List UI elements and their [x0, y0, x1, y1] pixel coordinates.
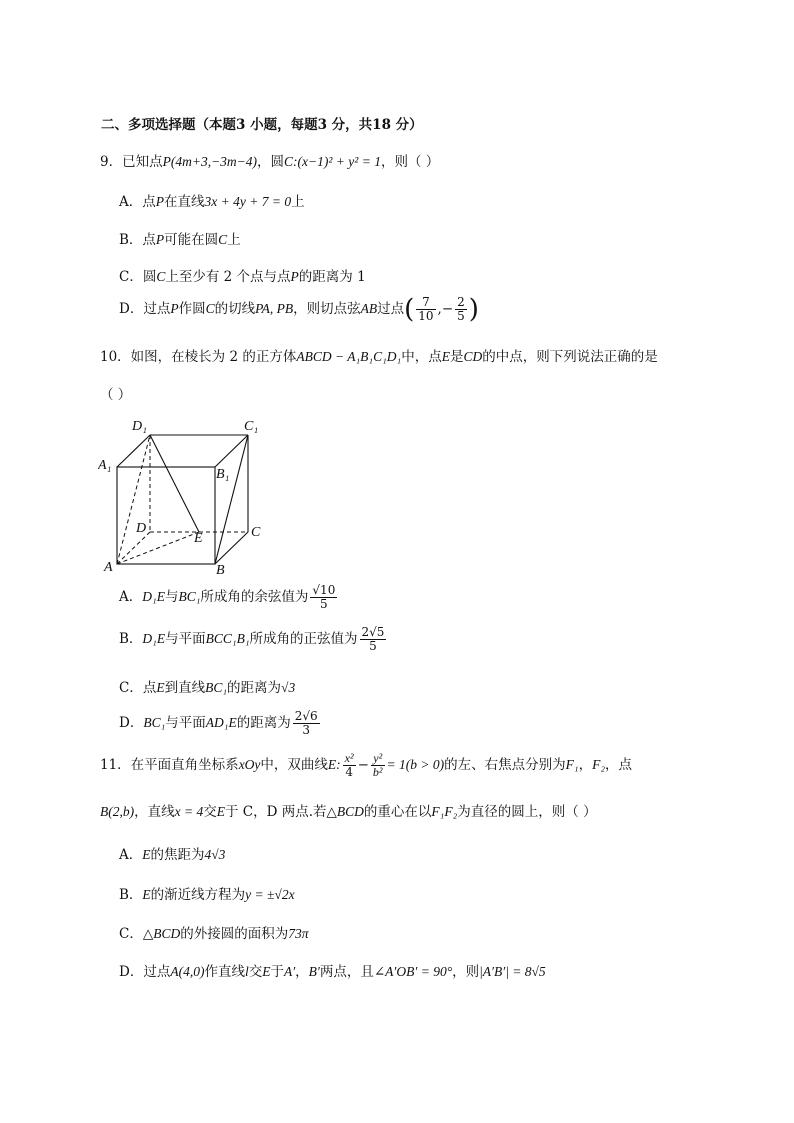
q9-stem-mid: ，圆: [257, 154, 285, 170]
q10-a-frac: [310, 584, 337, 611]
q11-frac2-num: y²: [371, 752, 385, 766]
q9-option-d: [119, 296, 479, 323]
q10-stem-post: 的中点，则下列说法正确的是: [482, 349, 658, 365]
q11-option-b: [119, 883, 295, 903]
q11-d-e2: 两点，且: [319, 964, 374, 980]
label-a1: A₁: [98, 458, 112, 473]
q10-b-den: 5: [369, 639, 377, 653]
q11-d-ap: A′: [283, 964, 296, 979]
cube-figure: [98, 414, 268, 579]
q11-a-label: A．: [119, 847, 143, 863]
q10-option-d: [119, 710, 322, 737]
q10-a-num: √10: [312, 583, 336, 597]
q10-b-post: 所成角的正弦值为: [249, 631, 358, 647]
edge-bc1: [215, 435, 248, 564]
q10-c-post: 的距离为: [227, 680, 282, 696]
q11-d-f: ，则: [452, 964, 480, 980]
q9-stem-pre: 9．已知点: [100, 154, 163, 170]
q9-c-p: P: [290, 269, 299, 284]
edge-c1b1: [215, 435, 248, 467]
q11-b-val: y = ±√2x: [245, 887, 295, 902]
q9-d-mid4: 过点: [377, 301, 405, 317]
q11-stem-mid: 中，双曲线: [260, 757, 328, 773]
edge-ae: [117, 532, 199, 564]
q10-e: E: [441, 349, 450, 364]
q9-d-p: P: [170, 301, 179, 316]
q10-a-seg1: D₁E: [142, 589, 165, 604]
q11-frac1-den: 4: [345, 765, 353, 779]
q11-c-tri: △BCD: [142, 926, 181, 941]
q11-b-label: B．: [119, 887, 143, 903]
q9-b-mid: 可能在圆: [164, 232, 219, 248]
q11-a-post: 的焦距为: [150, 847, 205, 863]
q9-point: P(4m+3,−3m−4): [162, 154, 258, 169]
q10-a-den: 5: [320, 597, 328, 611]
q9-option-c: [119, 265, 366, 285]
q11-d-val: |A′B′| = 8√5: [479, 964, 546, 979]
q9-d-frac2-num: 2: [457, 295, 465, 309]
q11-eq-tail: = 1(b > 0): [386, 757, 445, 772]
left-paren: (: [404, 294, 415, 325]
q9-b-p: P: [155, 232, 165, 247]
q11-line2-x: x = 4: [174, 804, 204, 819]
q9-a-mid: 在直线: [164, 194, 205, 210]
q11-line2-tri: △BCD: [326, 804, 364, 819]
q10-stem: [100, 345, 658, 365]
q10-c-line: BC₁: [205, 680, 228, 695]
q10-stem-paren: （ ）: [100, 387, 132, 403]
q11-point-b: B(2,b): [100, 804, 135, 819]
q9-d-frac2: [455, 296, 467, 323]
q11-f1: F₁: [565, 757, 579, 772]
q11-d-angle: ∠A′OB′ = 90°: [373, 964, 453, 979]
q11-line2-e: E: [216, 804, 225, 819]
q11-stem-line2: [100, 800, 597, 820]
q10-option-b: [119, 626, 388, 653]
q10-d-post: 的距离为: [236, 715, 291, 731]
q9-c-post: 的距离为 1: [298, 269, 366, 285]
q9-d-frac1-num: 7: [416, 296, 435, 310]
q11-stem-mid2: 的左、右焦点分别为: [444, 757, 566, 773]
q11-option-d: [119, 960, 546, 980]
q9-d-mid3: ，则切点弦: [293, 301, 361, 317]
q11-line2-d: 的重心在以: [363, 804, 432, 820]
q11-frac1: [343, 752, 356, 779]
q10-b-seg: D₁E: [142, 631, 166, 646]
q11-d-e: E: [262, 964, 271, 979]
q9-c-mid: 上至少有 2 个点与点: [165, 269, 291, 285]
q9-d-ab: AB: [360, 301, 378, 316]
edge-cb: [215, 532, 248, 564]
q10-d-seg: BC₁: [143, 715, 166, 730]
q9-circle: C:(x−1)² + y² = 1: [284, 154, 381, 169]
label-b1: B₁: [216, 467, 230, 482]
q10-c-val: √3: [281, 680, 296, 695]
q9-option-b: [119, 228, 241, 248]
q10-option-a: [119, 584, 339, 611]
q9-d-frac1-den: 10: [418, 309, 434, 323]
q11-d-point: A(4,0): [170, 964, 205, 979]
q9-b-post: 上: [227, 232, 241, 248]
q10-d-num: 2√6: [294, 709, 318, 723]
label-c1: C₁: [244, 419, 259, 434]
q11-line2-b: 交: [203, 804, 217, 820]
q10-c-label: C．点: [119, 680, 157, 696]
q11-stem-post: ，点: [605, 757, 633, 773]
q10-d-mid: 与平面: [165, 715, 206, 731]
q11-a-e: E: [142, 847, 151, 862]
q10-b-num: 2√5: [361, 625, 385, 639]
q11-frac1-num: x²: [344, 751, 354, 765]
q11-d-b: 交: [248, 964, 263, 980]
q9-d-mid2: 的切线: [214, 301, 256, 317]
q11-line2-f: F₁F₂: [431, 804, 458, 819]
q11-e-def: E:: [327, 757, 341, 772]
q10-b-label: B．: [119, 631, 143, 647]
q9-c-c: C: [156, 269, 166, 284]
q11-d-d: ，: [295, 964, 309, 980]
q11-c-label: C．: [119, 926, 143, 942]
q9-b-label: B．点: [119, 232, 156, 248]
q11-comma: ，: [578, 757, 593, 773]
q11-f2: F₂: [592, 757, 606, 772]
label-c: C: [251, 525, 261, 540]
q9-d-frac1: [416, 296, 435, 323]
q10-b-frac: [360, 626, 387, 653]
q10-a-label: A．: [119, 589, 143, 605]
q9-a-p: P: [155, 194, 164, 209]
q11-a-val: 4√3: [204, 847, 226, 862]
q10-d-frac: [293, 710, 320, 737]
q11-stem-pre: 11．在平面直角坐标系: [100, 757, 239, 773]
q11-d-label: D．过点: [119, 964, 171, 980]
q9-d-frac2-den: 5: [457, 309, 465, 323]
q9-a-line: 3x + 4y + 7 = 0: [204, 194, 292, 209]
q9-d-tangents: PA, PB: [255, 301, 294, 316]
q11-stem-line1: [100, 752, 632, 779]
q10-stem-mid2: 是: [450, 349, 464, 365]
q10-a-mid: 与: [164, 589, 179, 605]
q10-b-plane: BCC₁B₁: [205, 631, 250, 646]
q11-b-post: 的渐近线方程为: [150, 887, 246, 903]
right-paren: ): [468, 294, 479, 325]
q9-option-a: [119, 190, 305, 210]
q10-d-plane: AD₁E: [205, 715, 237, 730]
label-a: A: [104, 560, 113, 575]
front-face: [117, 467, 215, 564]
q11-d-bp: B′: [308, 964, 320, 979]
edge-da: [117, 532, 150, 564]
q11-line2-e2: 为直径的圆上，则（ ）: [457, 804, 597, 820]
q11-option-c: [119, 922, 309, 942]
q11-d-l: l: [244, 964, 249, 979]
q11-xoy: xOy: [238, 757, 261, 772]
q11-c-post: 的外接圆的面积为: [180, 926, 289, 942]
q11-line2-a: ，直线: [134, 804, 175, 820]
q10-d-label: D．: [119, 715, 144, 731]
q10-d-den: 3: [302, 723, 310, 737]
q11-minus: −: [357, 757, 369, 773]
label-d: D: [136, 521, 147, 536]
q10-stem-mid: 中，点: [401, 349, 442, 365]
edge-ad1: [117, 435, 150, 564]
q9-d-c: C: [205, 301, 215, 316]
q11-option-a: [119, 843, 225, 863]
label-e: E: [194, 531, 203, 546]
section-heading: 二、多项选择题（本题3 小题，每题3 分，共18 分）: [101, 117, 423, 133]
q9-d-mid: 作圆: [178, 301, 206, 317]
q10-option-c: [119, 676, 295, 696]
q9-a-label: A．点: [119, 194, 156, 210]
q9-a-post: 上: [291, 194, 305, 210]
q11-d-a: 作直线: [204, 964, 245, 980]
q10-cd: CD: [463, 349, 483, 364]
label-b: B: [216, 563, 225, 578]
q9-b-c: C: [218, 232, 228, 247]
q11-frac2: [371, 752, 385, 779]
q11-line2-c: 于 C，D 两点.若: [224, 804, 327, 820]
q9-stem-post: ，则（ ）: [380, 154, 440, 170]
q11-c-val: 73π: [288, 926, 309, 941]
q11-frac2-den: b²: [372, 765, 383, 779]
q9-stem: [100, 150, 439, 170]
q11-b-e: E: [142, 887, 151, 902]
q10-c-mid: 到直线: [164, 680, 206, 696]
q9-d-label: D．过点: [119, 301, 171, 317]
q9-c-label: C．圆: [119, 269, 157, 285]
q10-cube: ABCD − A₁B₁C₁D₁: [296, 349, 402, 364]
q10-c-e: E: [156, 680, 165, 695]
q10-stem-pre: 10．如图，在棱长为 2 的正方体: [100, 349, 297, 365]
label-d1: D₁: [132, 419, 147, 434]
q10-a-seg2: BC₁: [178, 589, 201, 604]
q10-b-mid: 与平面: [165, 631, 206, 647]
edge-d1e: [150, 435, 199, 532]
q11-d-c: 于: [270, 964, 284, 980]
q9-d-sep: ,−: [437, 301, 454, 317]
q10-a-post: 所成角的余弦值为: [200, 589, 309, 605]
edge-d1a1: [117, 435, 150, 467]
